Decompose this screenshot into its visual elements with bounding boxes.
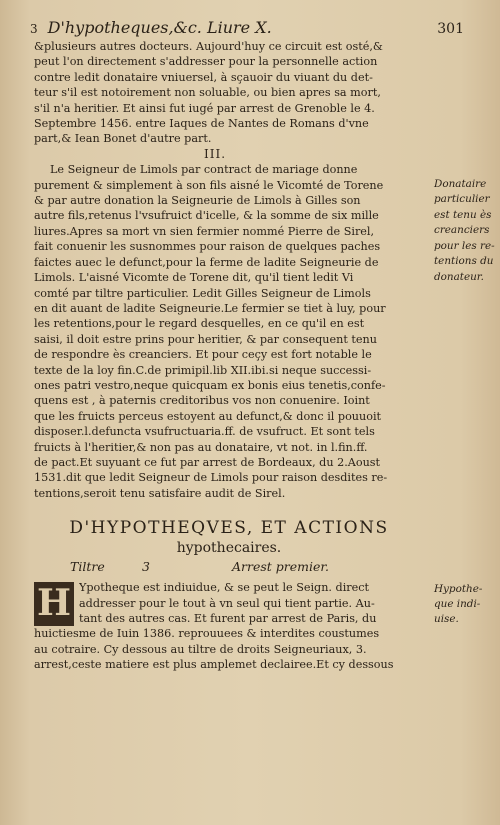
section-numeral: III. [203, 146, 227, 161]
text-line: texte de la loy fin.C.de primipil.lib XII.ibi.si neque successi- [34, 363, 372, 377]
margin-note: Hypothe- [434, 583, 483, 596]
margin-note: est tenu ès [434, 209, 492, 222]
text-line: s'il n'a heritier. Et ainsi fut iugé par arrest de Grenoble le 4. [34, 101, 375, 115]
text-line: addresser pour le tout à vn seul qui tient partie. Au- [79, 596, 375, 610]
text-line: Ypotheque est indiuidue, & se peut le Seign. direct [79, 581, 370, 595]
text-line: 1531.dit que ledit Seigneur de Limols pour raison desdites re- [34, 471, 388, 485]
section-title: D'HYPOTHEQVES, ET ACTIONS [69, 518, 389, 539]
text-line: tant des autres cas. Et furent par arrest de Paris, du [79, 612, 377, 625]
text-line: saisi, il doit estre prins pour heritier, & par consequent tenu [34, 332, 377, 346]
text-line: tentions,seroit tenu satisfaire audit de Sirel. [34, 486, 286, 500]
text-line: & par autre donation la Seigneurie de Limols à Gilles son [34, 194, 361, 208]
text-line: &plusieurs autres docteurs. Aujourd'huy ce circuit est osté,& [34, 40, 383, 53]
text-line: Limols. L'aisné Vicomte de Torene dit, qu'il tient ledit Vi [34, 271, 354, 285]
tiltre-label: Tiltre [70, 559, 105, 575]
running-header [20, 18, 470, 37]
text-line: que les fruicts perceus estoyent au defunct,& donc il pouuoit [34, 409, 382, 423]
text-line: arrest,ceste matiere est plus amplemet declairee.Et cy dessous [34, 658, 394, 672]
text-line: faictes auec le defunct,pour la ferme de ladite Seigneurie de [34, 255, 379, 269]
text-line: comté par tiltre particulier. Ledit Gilles Seigneur de Limols [34, 286, 371, 300]
text-line: de pact.Et suyuant ce fut par arrest de Bordeaux, du 2.Aoust [34, 455, 381, 469]
text-line: fruicts à l'heritier,& non pas au donataire, vt not. in l.fin.ff. [34, 440, 368, 454]
text-line: purement & simplement à son fils aisné le Vicomté de Torene [34, 178, 384, 192]
tiltre-line [70, 559, 470, 574]
margin-note: creanciers [434, 224, 490, 237]
margin-note: Donataire [434, 178, 487, 191]
text-line: de respondre ès creanciers. Et pour ceçy est fort notable le [34, 348, 372, 362]
section-subtitle: hypothecaires. [176, 540, 282, 557]
text-line: part,& Iean Bonet d'autre part. [34, 132, 212, 146]
text-block-3 [34, 580, 483, 672]
text-line: quens est , à paternis creditoribus vos non conuenire. Ioint [34, 394, 370, 408]
text-line: autre fils,retenus l'vsufruict d'icelle, & la somme de six mille [34, 209, 379, 223]
text-line: Le Seigneur de Limols par contract de mariage donne [50, 163, 358, 177]
text-line: liures.Apres sa mort vn sien fermier nommé Pierre de Sirel, [34, 224, 375, 238]
running-title: D'hypotheques,&c. Liure X. [47, 18, 272, 37]
text-line: Septembre 1456. entre Iaques de Nantes de Romans d'vne [34, 117, 369, 131]
dropcap [34, 582, 74, 626]
text-line: en dit auant de ladite Seigneurie.Le fermier se tiet à luy, pour [34, 301, 386, 315]
header-number: 3 [30, 22, 38, 36]
text-line: les retentions,pour le regard desquelles, en ce qu'il en est [34, 317, 365, 331]
margin-note: tentions du [434, 255, 494, 268]
text-line: fait conuenir les susnommes pour raison de quelques paches [34, 240, 381, 254]
text-line: teur s'il est notoirement non soluable, ou bien apres sa mort, [34, 86, 381, 100]
text-line: ones patri vestro,neque quicquam ex bonis eius tenetis,confe- [34, 378, 386, 392]
margin-note: uise. [434, 613, 459, 626]
folio-number: 301 [437, 21, 464, 37]
text-line: disposer.l.defuncta vsufructuaria.ff. de vsufruct. Et sont tels [34, 425, 375, 439]
dropcap-letter: H [36, 582, 71, 625]
tiltre-number: 3 [142, 559, 150, 575]
text-line: contre ledit donataire vniuersel, à sçauoir du viuant du det- [34, 70, 373, 84]
text-line: peut l'on directement s'addresser pour la personnelle action [34, 55, 378, 69]
margin-note: donateur. [434, 271, 484, 284]
text-line: huictiesme de Iuin 1386. reprouuees & interdites coustumes [34, 627, 380, 641]
arrest-label: Arrest premier. [232, 559, 329, 575]
margin-note: pour les re- [434, 240, 495, 253]
margin-note: particulier [434, 193, 490, 206]
text-line: au cotraire. Cy dessous au tiltre de droits Seigneuriaux, 3. [34, 642, 367, 656]
text-block-2 [34, 162, 495, 501]
text-block-1 [34, 39, 424, 147]
margin-note: que indi- [434, 598, 481, 611]
